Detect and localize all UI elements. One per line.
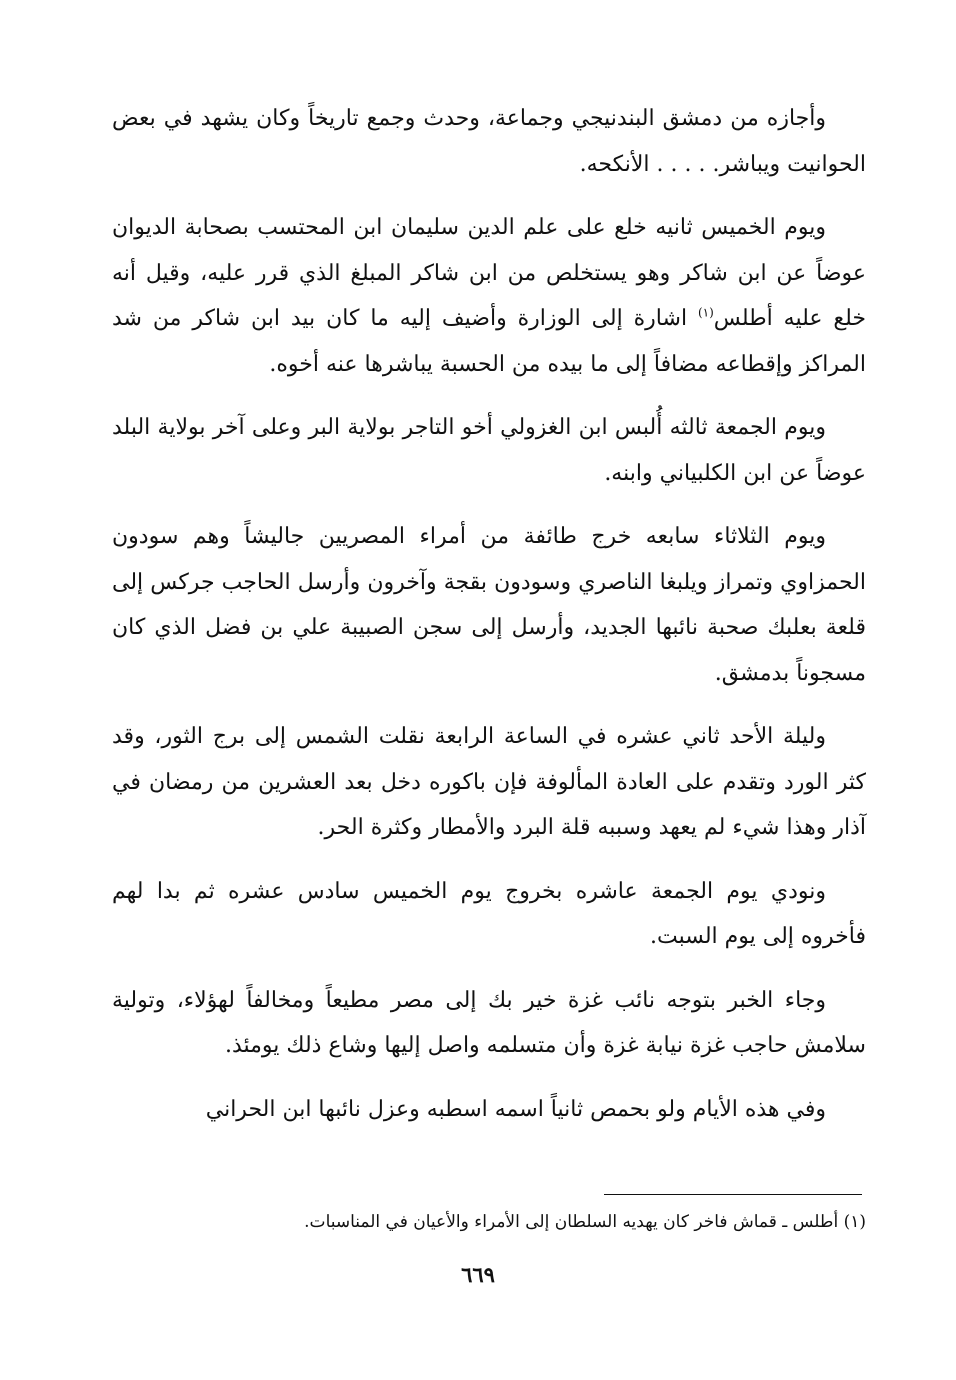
paragraph-3: ويوم الجمعة ثالثه أُلبس ابن الغزولي أخو التاجر بولاية البر وعلى آخر بولاية البلد عوضاً عن ابن الكلبياني وابنه. <box>112 415 866 486</box>
paragraph-6: ونودي يوم الجمعة عاشره بخروج يوم الخميس سادس عشره ثم بدا لهم فأخروه إلى يوم السبت. <box>112 878 866 949</box>
paragraph-7: وجاء الخبر بتوجه نائب غزة خير بك إلى مصر مطيعاً ومخالفاً لهؤلاء، وتولية سلامش حاجب غزة نيابة غزة وأن متسلمه واصل إليها وشاع ذلك يومئذ. <box>112 987 866 1058</box>
paragraph-2 <box>112 205 866 387</box>
footnote-divider <box>604 1194 862 1195</box>
paragraph-4: ويوم الثلاثاء سابعه خرج طائفة من أمراء المصريين جاليشاً وهم سودون الحمزاوي وتمراز ويلبغا الناصري وسودون بقجة وآخرون وأرسل الحاجب جركس إلى قلعة بعلبك صحبة نائبها الجديد، وأرسل إلى سجن الصبيبة علي بن فضل الذي كان مسجوناً بدمشق. <box>112 524 866 686</box>
footnote-reference: (١) <box>697 305 714 320</box>
page-body <box>112 96 866 1150</box>
paragraph-2-text-before-note: ويوم الخميس ثانيه خلع على علم الدين سليمان ابن المحتسب بصحابة الديوان عوضاً عن ابن شاكر وهو يستخلص من ابن شاكر المبلغ الذي قرر عليه، وقيل أنه خلع عليه أطلس <box>112 215 866 331</box>
paragraph-5: وليلة الأحد ثاني عشره في الساعة الرابعة نقلت الشمس إلى برج الثور، وقد كثر الورد وتقدم على العادة المألوفة فإن باكوره دخل بعد العشرين من رمضان في آذار وهذا شيء لم يعهد وسببه قلة البرد والأمطار وكثرة الحر. <box>112 724 866 840</box>
paragraph-2-text-after-note: اشارة إلى الوزارة وأضيف إليه ما كان بيد ابن شاكر من شد المراكز وإقطاعه مضافاً إلى ما بيده من الحسبة يباشرها عنه أخوه. <box>112 306 866 377</box>
footnote: (١) أطلس ـ قماش فاخر كان يهديه السلطان إلى الأمراء والأعيان في المناسبات. <box>304 1212 866 1232</box>
paragraph-1: وأجازه من دمشق البندنيجي وجماعة، وحدث وجمع تاريخاً وكان يشهد في بعض الحوانيت ويباشر. . . . . الأنكحه. <box>112 106 866 177</box>
paragraph-8: وفي هذه الأيام ولو بحمص ثانياً اسمه اسطبه وعزل نائبها ابن الحراني <box>205 1096 826 1122</box>
page-number: ٦٦٩ <box>461 1262 495 1287</box>
